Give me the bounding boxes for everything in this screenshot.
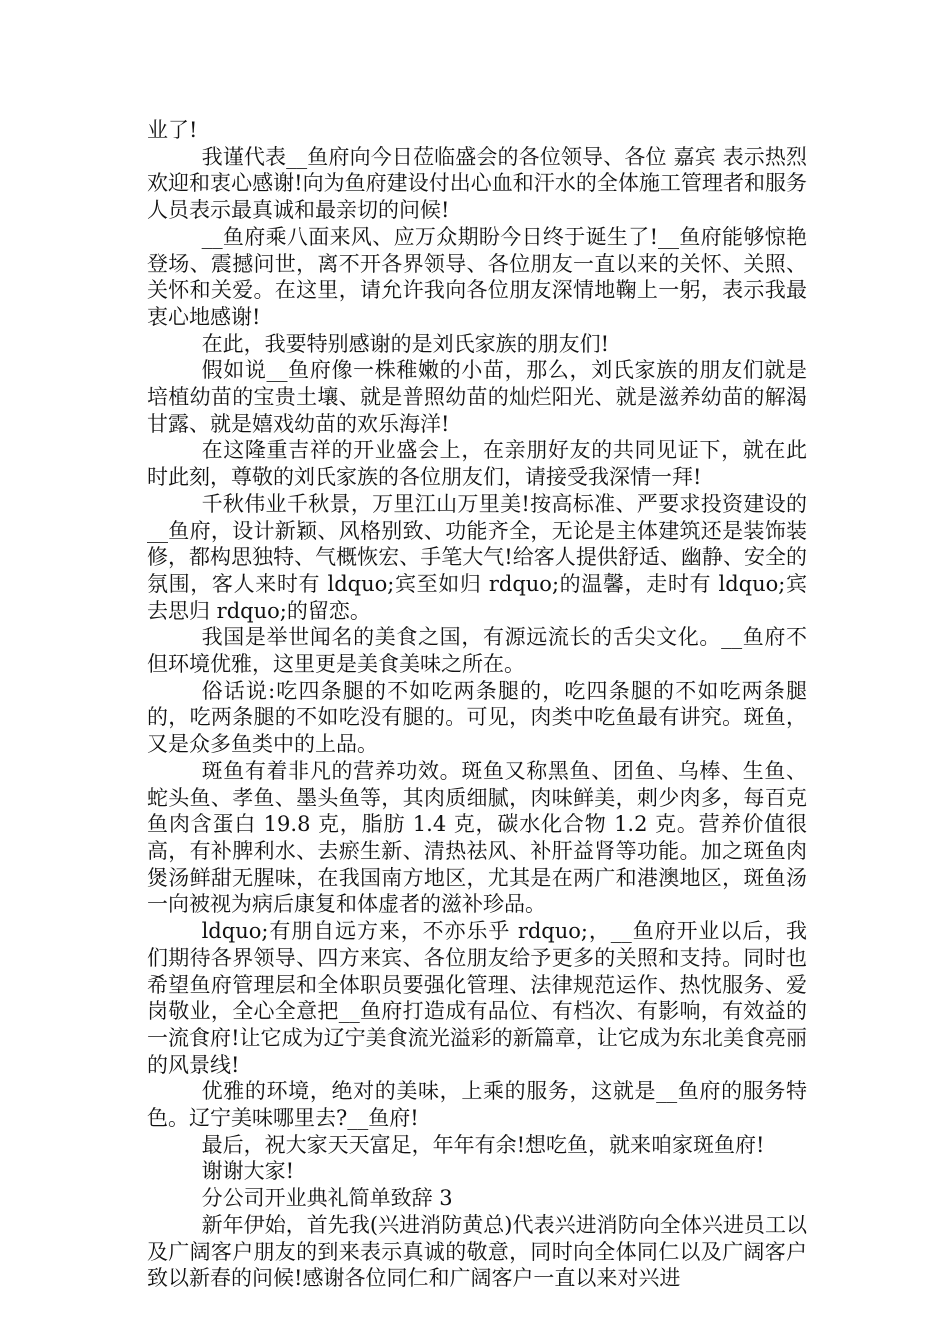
paragraph-16: 新年伊始，首先我(兴进消防黄总)代表兴进消防向全体兴进员工以及广阔客户朋友的到来表示真诚的敬意，同时向全体同仁以及广阔客户致以新春的问候!感谢各位同仁和广阔客户一直以来对兴进 <box>147 1212 807 1291</box>
paragraph-3: __鱼府乘八面来风、应万众期盼今日终于诞生了!__鱼府能够惊艳登场、震撼问世，离不开各界领导、各位朋友一直以来的关怀、关照、关怀和关爱。在这里，请允许我向各位朋友深情地鞠上一躬，表示我最衷心地感谢! <box>147 224 807 329</box>
paragraph-11: ldquo;有朋自远方来，不亦乐乎 rdquo;，__鱼府开业以后，我们期待各界领导、四方来宾、各位朋友给予更多的关照和支持。同时也希望鱼府管理层和全体职员要强化管理、法律规范运作、热忱服务、爱岗敬业，全心全意把__鱼府打造成有品位、有档次、有影响，有效益的一流食府!让它成为辽宁美食流光溢彩的新篇章，让它成为东北美食亮丽的风景线! <box>147 919 807 1077</box>
paragraph-9: 俗话说:吃四条腿的不如吃两条腿的，吃四条腿的不如吃两条腿的，吃两条腿的不如吃没有腿的。可见，肉类中吃鱼最有讲究。斑鱼，又是众多鱼类中的上品。 <box>147 678 807 757</box>
paragraph-13: 最后，祝大家天天富足，年年有余!想吃鱼，就来咱家斑鱼府! <box>201 1132 765 1157</box>
paragraph-5: 假如说__鱼府像一株稚嫩的小苗，那么，刘氏家族的朋友们就是培植幼苗的宝贵土壤、就是普照幼苗的灿烂阳光、就是滋养幼苗的解渴甘露、就是嬉戏幼苗的欢乐海洋! <box>147 358 807 436</box>
section-heading: 分公司开业典礼简单致辞 3 <box>201 1186 453 1211</box>
paragraph-12: 优雅的环境，绝对的美味，上乘的服务，这就是__鱼府的服务特色。辽宁美味哪里去?__鱼府! <box>147 1079 807 1131</box>
paragraph-7: 千秋伟业千秋景，万里江山万里美!按高标准、严要求投资建设的__鱼府，设计新颖、风格别致、功能齐全，无论是主体建筑还是装饰装修，都构思独特、气概恢宏、手笔大气!给客人提供舒适、幽静、安全的氛围，客人来时有 ldquo;宾至如归 rdquo;的温馨，走时有 ldquo;宾去思归 rdquo;的留恋。 <box>147 491 807 623</box>
document-page <box>147 117 807 1292</box>
paragraph-8: 我国是举世闻名的美食之国，有源远流长的舌尖文化。__鱼府不但环境优雅，这里更是美食美味之所在。 <box>147 625 807 677</box>
paragraph-2: 我谨代表__鱼府向今日莅临盛会的各位领导、各位 嘉宾 表示热烈欢迎和衷心感谢!向为鱼府建设付出心血和汗水的全体施工管理者和服务人员表示最真诚和最亲切的问候! <box>147 144 807 223</box>
paragraph-14: 谢谢大家! <box>201 1159 295 1184</box>
paragraph-1: 业了! <box>147 118 198 142</box>
paragraph-6: 在这隆重吉祥的开业盛会上，在亲朋好友的共同见证下，就在此时此刻，尊敬的刘氏家族的各位朋友们，请接受我深情一拜! <box>147 438 807 490</box>
paragraph-4: 在此，我要特别感谢的是刘氏家族的朋友们! <box>201 331 610 356</box>
paragraph-10: 斑鱼有着非凡的营养功效。斑鱼又称黑鱼、团鱼、乌棒、生鱼、蛇头鱼、孝鱼、墨头鱼等，其肉质细腻，肉味鲜美，刺少肉多，每百克鱼肉含蛋白 19.8 克，脂肪 1.4 克，碳水化合物 1.2 克。营养价值很高，有补脾利水、去瘀生新、清热祛风、补肝益肾等功能。加之斑鱼肉煲汤鲜甜无腥味，在我国南方地区，尤其是在两广和港澳地区，斑鱼汤一向被视为病后康复和体虚者的滋补珍品。 <box>147 758 807 917</box>
